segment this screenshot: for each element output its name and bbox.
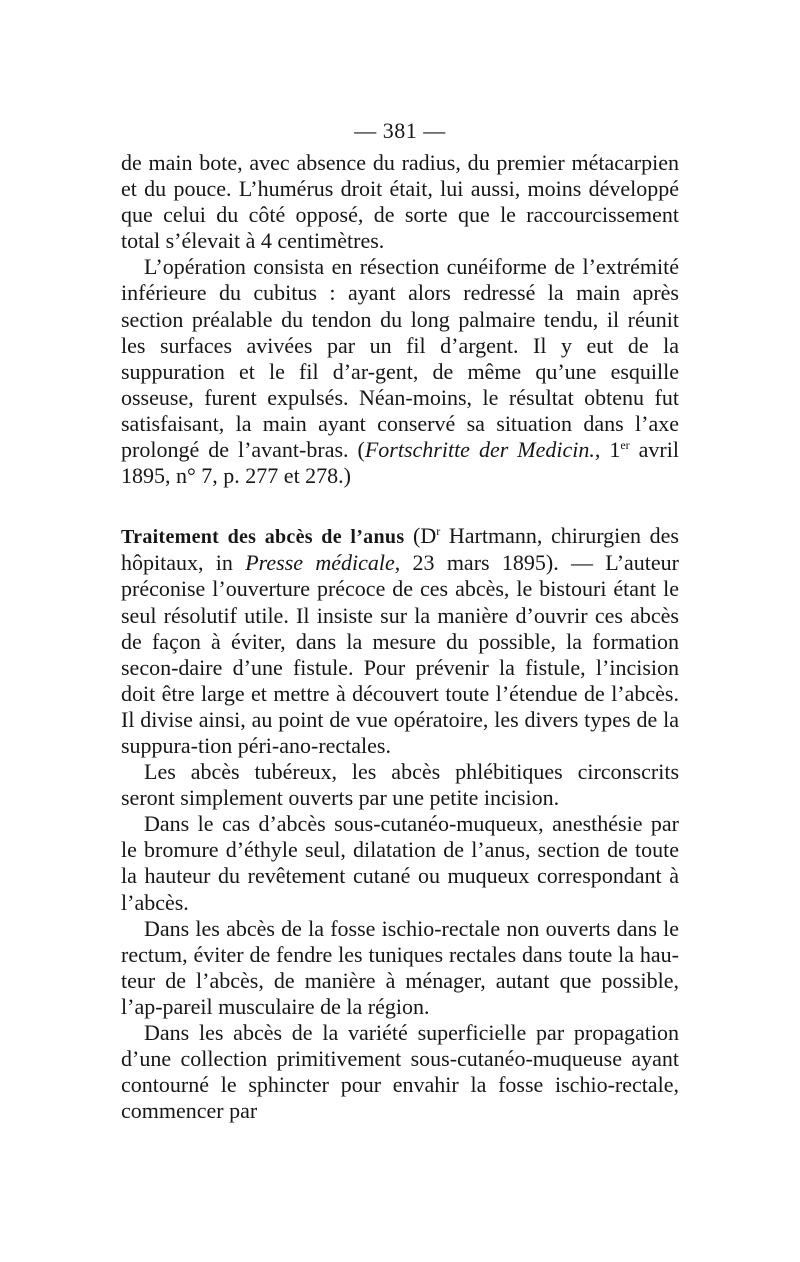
section-heading: Traitement des abcès de l’anus	[121, 526, 405, 549]
paragraph-variete-superficielle	[121, 1020, 679, 1124]
citation-text: , 1	[594, 437, 621, 463]
title-superscript: r	[436, 524, 441, 539]
paragraph-text: L’opération consista en résection cunéiforme de l’extrémité inférieure du cubitus : ayant alors redressé la main après section préalable du tendon du long palmaire tendu, il réunit les surfaces avivées par un fil d’argent. Il y eut de la suppuration et le fil d’ar-gent, de même qu’une esquille osseuse, furent expulsés. Néan-moins, le résultat obtenu fut satisfaisant, la main ayant conservé sa situation dans l’axe prolongé de l’avant-bras. (	[121, 254, 679, 463]
paragraph-text: Les abcès tubéreux, les abcès phlébitiques circonscrits seront simplement ouverts par une petite incision.	[121, 759, 679, 811]
section-traitement-abces	[121, 523, 679, 759]
paragraph-abces-tubereux	[121, 759, 679, 811]
paragraph-text: , 23 mars 1895). — L’auteur préconise l’ouverture précoce de ces abcès, le bistouri étant le seul résolutif utile. Il insiste sur la manière d’ouvrir ces abcès de façon à éviter, dans la mesure du possible, la formation secon-daire d’une fistule. Pour prévenir la fistule, l’incision doit être large et mettre à découvert toute l’étendue de l’abcès. Il divise ainsi, au point de vue opératoire, les divers types de la suppura-tion péri-ano-rectales.	[121, 550, 679, 758]
paragraph-ischio-rectale	[121, 916, 679, 1020]
paragraph-text: Hartmann, chirurgien des hôpitaux, in	[121, 523, 679, 576]
paragraph-text: (D	[404, 523, 437, 549]
ordinal-superscript: er	[620, 438, 630, 453]
paragraph-operation	[121, 254, 679, 489]
citation-text: avril 1895, n° 7, p. 277 et 278.)	[121, 437, 679, 489]
book-page	[121, 116, 679, 1124]
paragraph-text: de main bote, avec absence du radius, du premier métacarpien et du pouce. L’humérus droit était, lui aussi, moins développé que celui du côté opposé, de sorte que le raccourcissement total s’élevait à 4 centimètres.	[121, 150, 679, 254]
paragraph-sous-cutaneo-muqueux	[121, 811, 679, 915]
journal-title: Fortschritte der Medicin.	[364, 437, 595, 463]
journal-title: Presse médicale	[245, 550, 395, 576]
paragraph-continuation	[121, 150, 679, 254]
page-number: — 381 —	[354, 118, 446, 143]
paragraph-text: Dans le cas d’abcès sous-cutanéo-muqueux, anesthésie par le bromure d’éthyle seul, dilatation de l’anus, section de toute la hauteur du revêtement cutané ou muqueux correspondant à l’abcès.	[121, 811, 679, 915]
paragraph-text: Dans les abcès de la fosse ischio-rectale non ouverts dans le rectum, éviter de fendre les tuniques rectales dans toute la hau-teur de l’abcès, de manière à ménager, autant que possible, l’ap-pareil musculaire de la région.	[121, 915, 679, 1019]
paragraph-text: Dans les abcès de la variété superficielle par propagation d’une collection primitivement sous-cutanéo-muqueuse ayant contourné le sphincter pour envahir la fosse ischio-rectale, commencer par	[121, 1020, 679, 1124]
